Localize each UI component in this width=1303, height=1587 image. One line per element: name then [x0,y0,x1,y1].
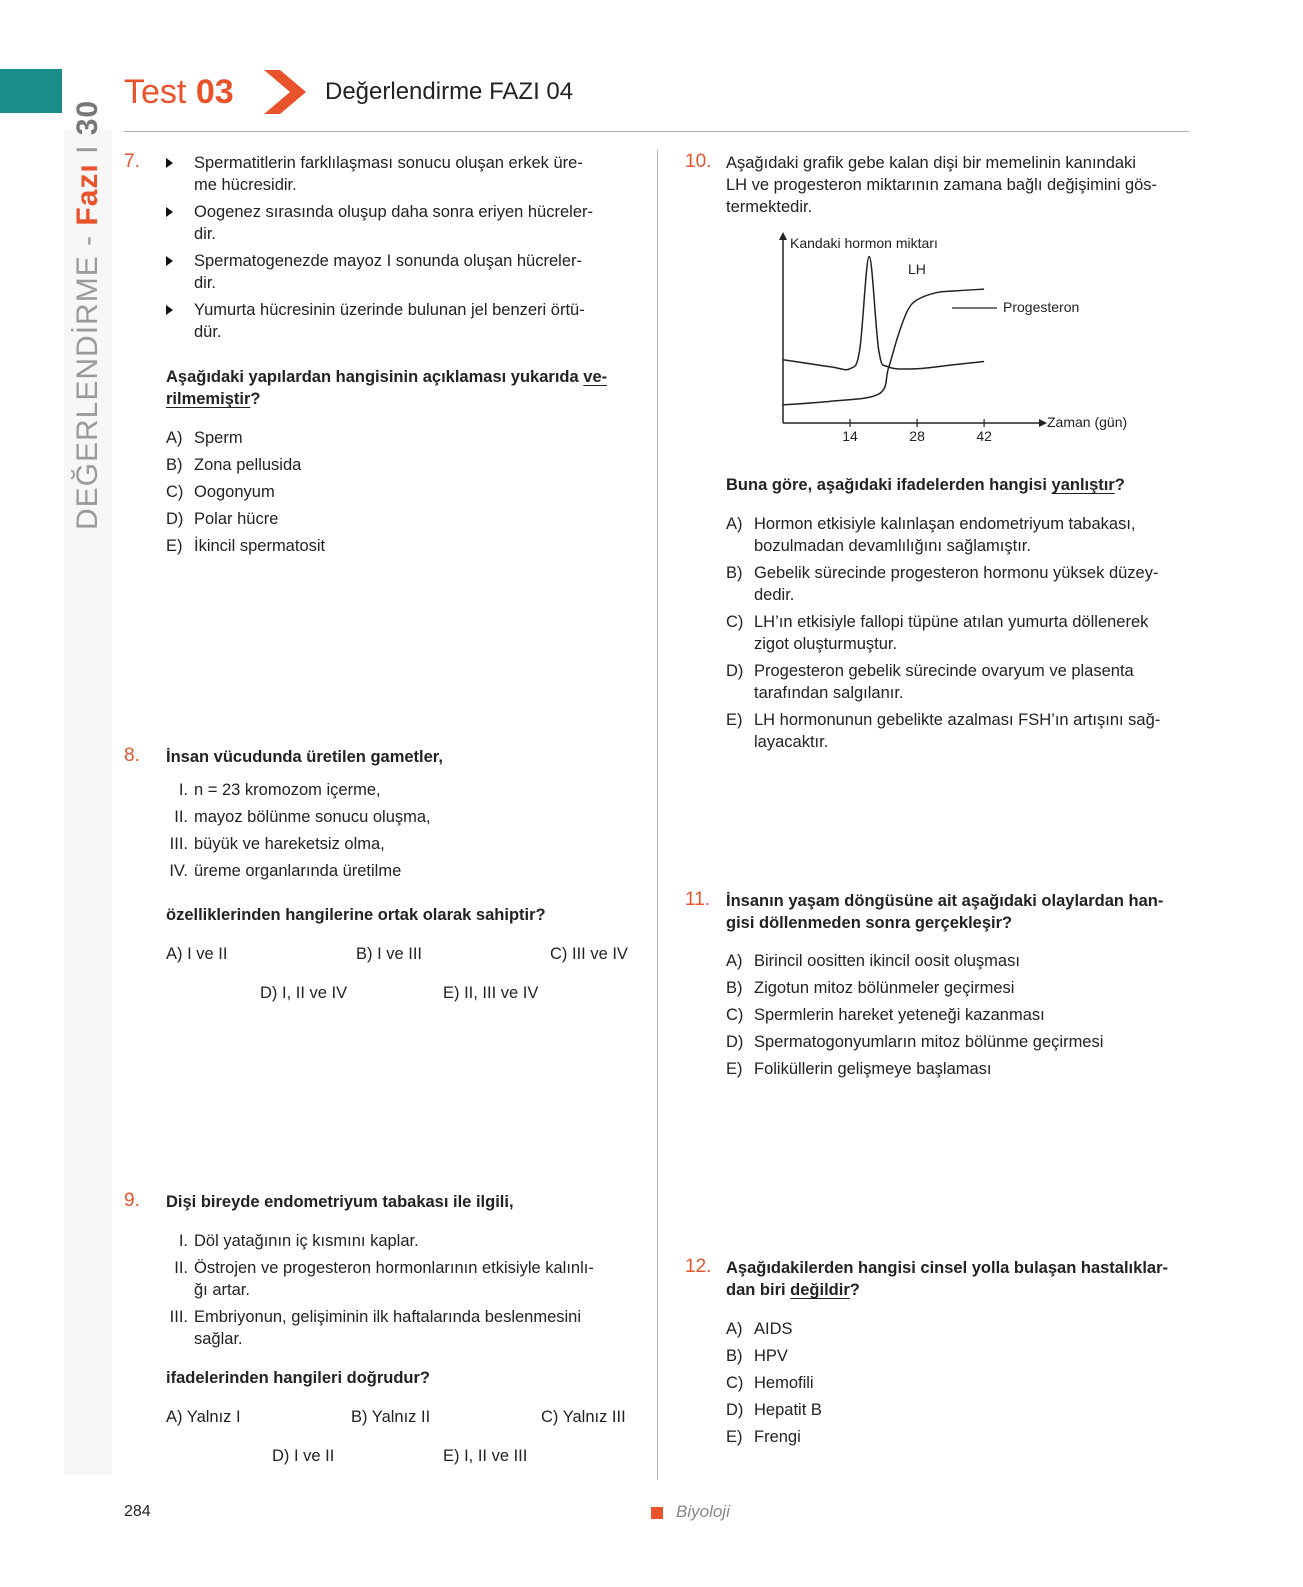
test-word: Test [124,73,187,111]
q8-item-roman: IV. [169,862,188,880]
subject-square-icon [651,1507,663,1519]
q12-option-c[interactable]: C) Hemofili [726,1374,814,1392]
series-progesteron-label: Progesteron [1003,299,1080,315]
q12-option-d[interactable]: D) Hepatit B [726,1401,822,1419]
q7-option-d[interactable]: D) Polar hücre [166,510,279,528]
q8-option-a[interactable]: A) I ve II [166,945,228,963]
y-axis-label: Kandaki hormon miktarı [790,235,938,251]
q7-bullet-2: Oogenez sırasında oluşup daha sonra eriyen hücreler- dir. [194,203,593,243]
x-tick-label: 14 [842,428,858,444]
q9-item-roman: III. [169,1308,188,1326]
bullet-icon [166,305,173,315]
q7-bullet-3: Spermatogenezde mayoz I sonunda oluşan hücreler- dir. [194,252,582,292]
side-label-main: DEĞERLENDİRME - [71,225,104,530]
q9-item-roman: I. [178,1232,188,1250]
q8-option-e[interactable]: E) II, III ve IV [443,984,539,1002]
q9-item-2: Östrojen ve progesteron hormonlarının etkisiyle kalınlı- ğı artar. [194,1259,594,1299]
q8-item-roman: III. [169,835,188,853]
q8-item-3: büyük ve hareketsiz olma, [194,835,385,853]
q9-stem: Dişi bireyde endometriyum tabakası ile ilgili, [166,1193,514,1211]
q10-stem: Aşağıdaki grafik gebe kalan dişi bir memelinin kanındaki LH ve progesteron miktarının zamana bağlı değişimini gös- termektedir. [726,154,1158,216]
q8-item-roman: II. [174,808,188,826]
series-lh-line [783,257,984,370]
side-label [68,99,108,580]
q10-option-b[interactable]: B) Gebelik sürecinde progesteron hormonu yüksek düzey- dedir. [726,564,1159,604]
q9-item-3: Embriyonun, gelişiminin ilk haftalarında beslenmesini sağlar. [194,1308,582,1348]
q10-option-c[interactable]: C) LH’ın etkisiyle fallopi tüpüne atılan yumurta döllenerek zigot oluşturmuştur. [726,613,1149,653]
subject-label: Biyoloji [676,1502,730,1521]
header-divider [124,131,1189,132]
q8-option-d[interactable]: D) I, II ve IV [260,984,348,1002]
x-tick-label: 28 [909,428,925,444]
q11-option-b[interactable]: B) Zigotun mitoz bölünmeler geçirmesi [726,979,1015,997]
q11-option-d[interactable]: D) Spermatogonyumların mitoz bölünme geçirmesi [726,1033,1104,1051]
bullet-icon [166,207,173,217]
q8-question: özelliklerinden hangilerine ortak olarak sahiptir? [166,906,546,924]
q9-number: 9. [124,1190,140,1211]
side-label-sep: I [71,135,104,164]
q11-number: 11. [685,889,711,910]
x-axis-label: Zaman (gün) [1047,414,1128,430]
q8-option-b[interactable]: B) I ve III [356,945,423,963]
q7-option-a[interactable]: A) Sperm [166,429,243,447]
q12-option-b[interactable]: B) HPV [726,1347,788,1365]
q7-option-e[interactable]: E) İkincil spermatosit [166,537,326,555]
q8-number: 8. [124,745,140,766]
q11-option-c[interactable]: C) Spermlerin hareket yeteneği kazanması [726,1006,1045,1024]
q7-question: Aşağıdaki yapılardan hangisinin açıklaması yukarıda ve- rilmemiştir? [166,368,608,408]
header-color-tab [0,69,62,113]
q7-option-c[interactable]: C) Oogonyum [166,483,275,501]
series-lh-label: LH [908,261,926,277]
page-subtitle: Değerlendirme FAZI 04 [325,78,574,105]
q10-option-e[interactable]: E) LH hormonunun gebelikte azalması FSH’ın artışını sağ- layacaktır. [726,711,1161,751]
test-number: 03 [195,73,234,111]
q12-option-e[interactable]: E) Frengi [726,1428,801,1446]
q8-stem: İnsan vücudunda üretilen gametler, [166,748,443,766]
q11-option-a[interactable]: A) Birincil oositten ikincil oosit oluşması [726,952,1020,970]
q12-stem: Aşağıdakilerden hangisi cinsel yolla bulaşan hastalıklar- dan biri değildir? [726,1259,1168,1299]
side-label-number: 30 [71,99,104,136]
q7-bullet-4: Yumurta hücresinin üzerinde bulunan jel benzeri örtü- dür. [194,301,585,341]
q7-option-b[interactable]: B) Zona pellusida [166,456,302,474]
q8-item-4: üreme organlarında üretilme [194,862,402,880]
q9-option-a[interactable]: A) Yalnız I [166,1408,241,1426]
q8-item-1: n = 23 kromozom içerme, [194,781,381,799]
q8-option-c[interactable]: C) III ve IV [550,945,628,963]
test-title [124,72,234,112]
q10-question: Buna göre, aşağıdaki ifadelerden hangisi yanlıştır? [726,476,1125,494]
x-tick-label: 42 [976,428,992,444]
chevron-right-icon [264,70,306,114]
q11-stem: İnsanın yaşam döngüsüne ait aşağıdaki olaylardan han- gisi döllenmeden sonra gerçekleşir? [726,892,1164,932]
q12-option-a[interactable]: A) AIDS [726,1320,793,1338]
q9-option-e[interactable]: E) I, II ve III [443,1447,528,1465]
q8-item-roman: I. [178,781,188,799]
column-divider [657,150,658,1480]
q8-item-2: mayoz bölünme sonucu oluşma, [194,808,431,826]
q9-question: ifadelerinden hangileri doğrudur? [166,1369,431,1387]
q11-option-e[interactable]: E) Foliküllerin gelişmeye başlaması [726,1060,992,1078]
y-axis-arrow-icon [779,232,787,240]
x-axis-arrow-icon [1039,419,1047,427]
q9-option-d[interactable]: D) I ve II [272,1447,335,1465]
bullet-icon [166,158,173,168]
q9-item-roman: II. [174,1259,188,1277]
q10-option-a[interactable]: A) Hormon etkisiyle kalınlaşan endometriyum tabakası, bozulmadan devamlılığını sağlamıştır. [726,515,1136,555]
q9-option-b[interactable]: B) Yalnız II [351,1408,431,1426]
q9-option-c[interactable]: C) Yalnız III [541,1408,626,1426]
q7-number: 7. [124,151,140,172]
bullet-icon [166,256,173,266]
q12-number: 12. [685,1256,712,1277]
series-progesteron-line [783,289,984,405]
hormone-chart [760,230,1180,450]
page-number: 284 [124,1503,151,1520]
q10-number: 10. [685,151,712,172]
q10-option-d[interactable]: D) Progesteron gebelik sürecinde ovaryum ve plasenta tarafından salgılanır. [726,662,1134,702]
side-label-brand: Fazı [71,163,104,226]
q7-bullet-1: Spermatitlerin farklılaşması sonucu oluşan erkek üre- me hücresidir. [194,154,583,194]
q9-item-1: Döl yatağının iç kısmını kaplar. [194,1232,419,1250]
